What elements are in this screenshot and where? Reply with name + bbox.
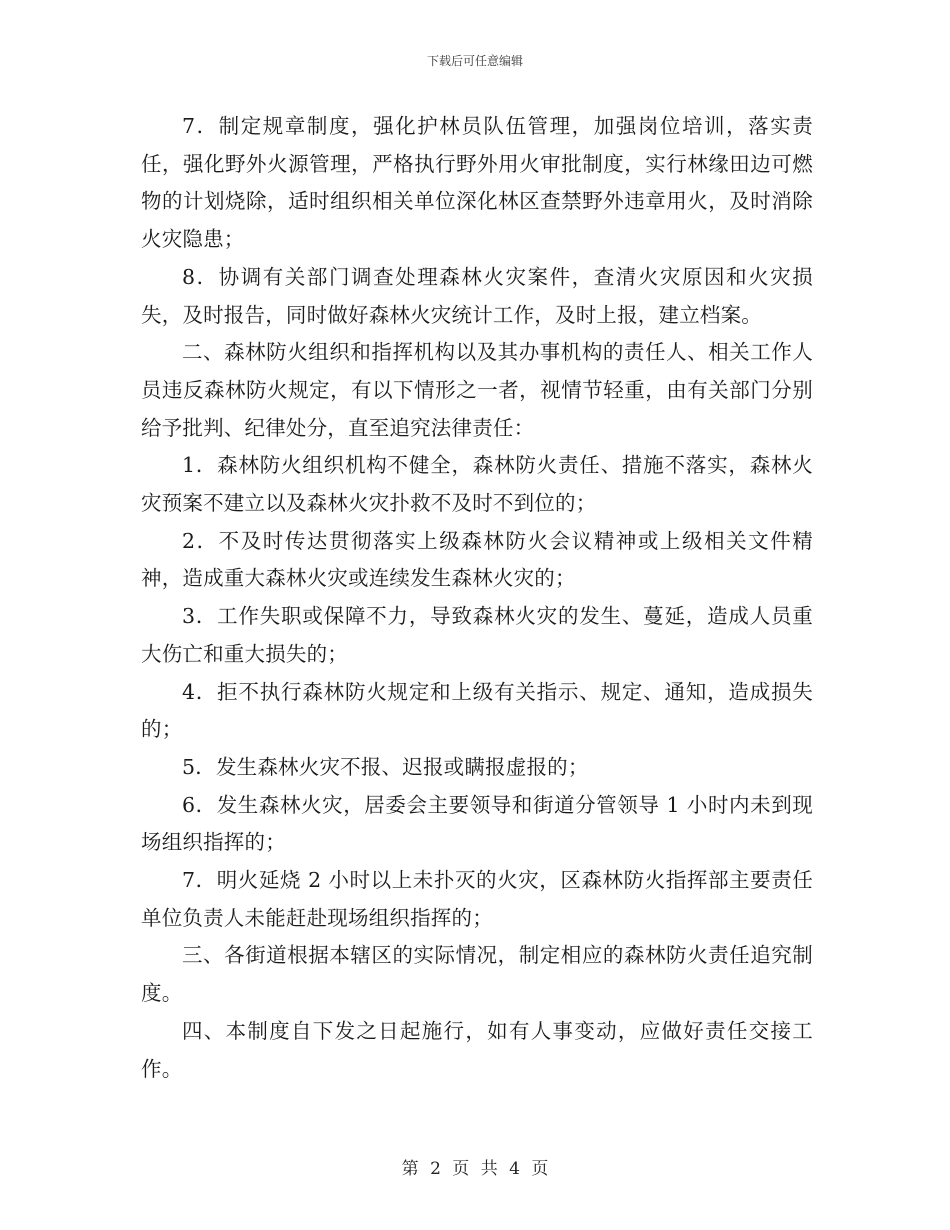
paragraph-case-3: 3．工作失职或保障不力，导致森林火灾的发生、蔓延，造成人员重大伤亡和重大损失的； (141, 604, 813, 666)
page-header: 下载后可任意编辑 (426, 54, 523, 68)
page-number: 第 2 页 共 4 页 (401, 1159, 549, 1179)
paragraph-case-4: 4．拒不执行森林防火规定和上级有关指示、规定、通知，造成损失的； (141, 679, 813, 742)
paragraph-item-7-rules: 7．制定规章制度，强化护林员队伍管理，加强岗位培训，落实责任，强化野外火源管理，严格执行野外用火审批制度，实行林缘田边可燃物的计划烧除，适时组织相关单位深化林区查禁野外违章用火，及时消除火灾隐患； (141, 114, 813, 252)
paragraph-item-8-investigation: 8．协调有关部门调查处理森林火灾案件，查清火灾原因和火灾损失，及时报告，同时做好森林火灾统计工作，及时上报，建立档案。 (141, 264, 813, 327)
paragraph-case-6: 6．发生森林火灾，居委会主要领导和街道分管领导 1 小时内未到现场组织指挥的； (141, 792, 813, 855)
paragraph-section-2-heading: 二、森林防火组织和指挥机构以及其办事机构的责任人、相关工作人员违反森林防火规定，有以下情形之一者，视情节轻重，由有关部门分别给予批判、纪律处分，直至追究法律责任： (141, 340, 813, 440)
document-body (141, 108, 813, 1088)
paragraph-case-1: 1．森林防火组织机构不健全，森林防火责任、措施不落实，森林火灾预案不建立以及森林火灾扑救不及时不到位的； (141, 453, 813, 516)
paragraph-section-3: 三、各街道根据本辖区的实际情况，制定相应的森林防火责任追究制度。 (141, 943, 813, 1006)
paragraph-section-4: 四、本制度自下发之日起施行，如有人事变动，应做好责任交接工作。 (141, 1018, 813, 1081)
paragraph-case-2: 2．不及时传达贯彻落实上级森林防火会议精神或上级相关文件精神，造成重大森林火灾或连续发生森林火灾的； (141, 528, 813, 591)
paragraph-case-5: 5．发生森林火灾不报、迟报或瞒报虚报的； (182, 754, 589, 779)
paragraph-case-7: 7．明火延烧 2 小时以上未扑灭的火灾，区森林防火指挥部主要责任单位负责人未能赶赴现场组织指挥的； (141, 868, 813, 930)
